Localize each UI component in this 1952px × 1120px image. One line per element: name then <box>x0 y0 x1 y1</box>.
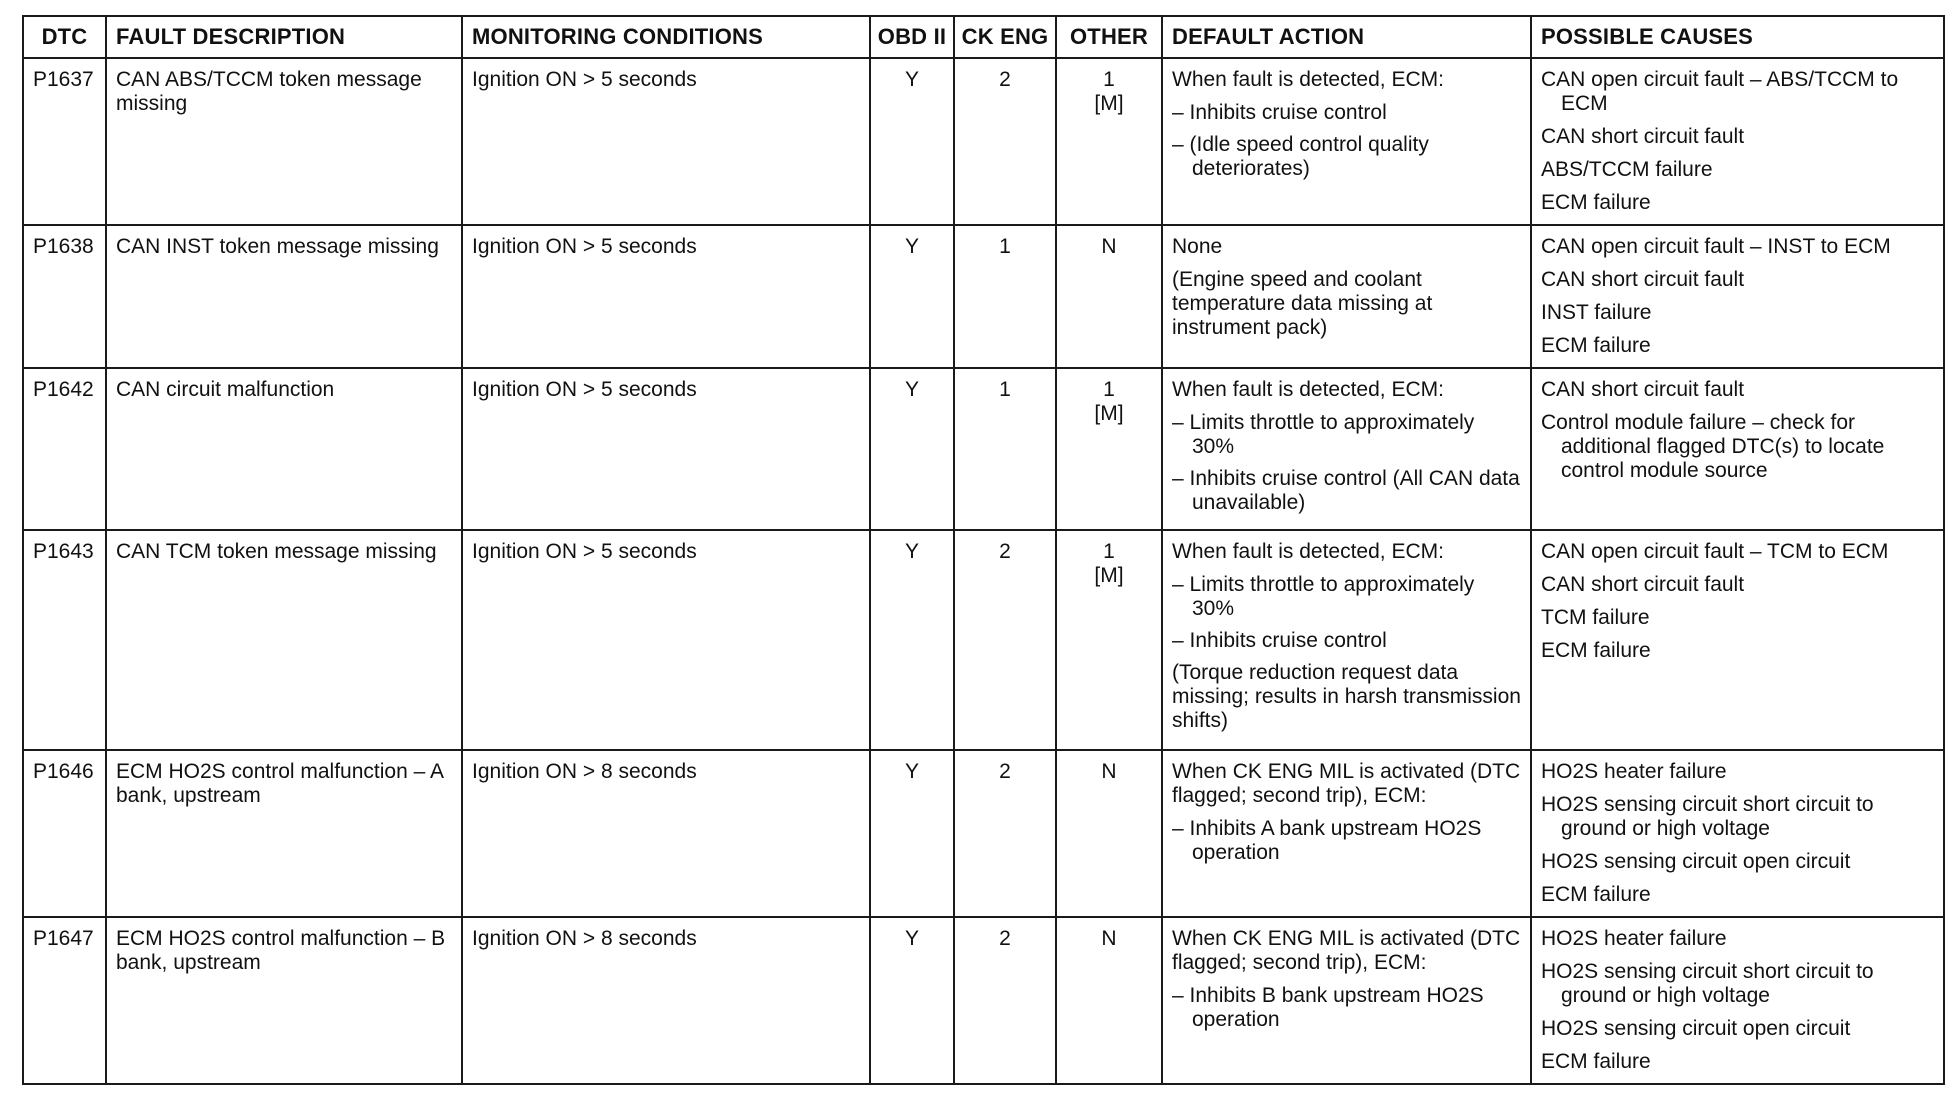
action-text: When CK ENG MIL is activated (DTC flagged; second trip), ECM: <box>1172 760 1521 807</box>
default-action <box>1162 530 1531 750</box>
header-fault-description: FAULT DESCRIPTION <box>106 16 462 58</box>
cause-item: HO2S heater failure <box>1541 927 1727 950</box>
default-action <box>1162 750 1531 917</box>
cause-item: Control module failure – check for additional flagged DTC(s) to locate control module source <box>1541 411 1885 482</box>
dtc-code: P1646 <box>23 750 106 917</box>
action-bullet: – Inhibits cruise control <box>1172 101 1387 124</box>
obd-ii-value: Y <box>870 530 954 750</box>
dtc-code: P1642 <box>23 368 106 530</box>
table-row <box>23 530 1944 750</box>
monitoring-conditions: Ignition ON > 5 seconds <box>462 368 870 530</box>
fault-description: ECM HO2S control malfunction – B bank, upstream <box>106 917 462 1084</box>
fault-description: CAN circuit malfunction <box>106 368 462 530</box>
monitoring-conditions: Ignition ON > 8 seconds <box>462 917 870 1084</box>
obd-ii-value: Y <box>870 368 954 530</box>
cause-item: HO2S sensing circuit short circuit to ground or high voltage <box>1541 793 1874 840</box>
action-bullet: – Inhibits cruise control (All CAN data unavailable) <box>1172 467 1520 514</box>
cause-item: CAN open circuit fault – INST to ECM <box>1541 235 1891 258</box>
fault-description: ECM HO2S control malfunction – A bank, upstream <box>106 750 462 917</box>
action-bullet: – Inhibits B bank upstream HO2S operation <box>1172 984 1484 1031</box>
obd-ii-value: Y <box>870 917 954 1084</box>
cause-item: ECM failure <box>1541 639 1651 662</box>
ck-eng-value: 2 <box>954 530 1056 750</box>
header-possible-causes: POSSIBLE CAUSES <box>1531 16 1944 58</box>
table-body <box>23 58 1944 1084</box>
other-line: 1 <box>1103 68 1115 91</box>
cause-item: CAN short circuit fault <box>1541 125 1745 148</box>
cause-item: CAN short circuit fault <box>1541 573 1745 596</box>
other-line: [M] <box>1094 402 1124 425</box>
other-value <box>1056 58 1162 225</box>
cause-item: HO2S sensing circuit open circuit <box>1541 850 1851 873</box>
header-ck-eng: CK ENG <box>954 16 1056 58</box>
other-line: 1 <box>1103 540 1115 563</box>
cause-item: ECM failure <box>1541 1050 1651 1073</box>
cause-item: INST failure <box>1541 301 1652 324</box>
table-row <box>23 750 1944 917</box>
other-value <box>1056 225 1162 368</box>
fault-description: CAN ABS/TCCM token message missing <box>106 58 462 225</box>
cause-item: ECM failure <box>1541 191 1651 214</box>
cause-item: ECM failure <box>1541 883 1651 906</box>
action-text: When fault is detected, ECM: <box>1172 540 1444 563</box>
action-text: When CK ENG MIL is activated (DTC flagged; second trip), ECM: <box>1172 927 1521 974</box>
table-row <box>23 58 1944 225</box>
cause-item: TCM failure <box>1541 606 1650 629</box>
dtc-table <box>22 15 1945 1085</box>
cause-item: CAN open circuit fault – TCM to ECM <box>1541 540 1889 563</box>
header-dtc: DTC <box>23 16 106 58</box>
cause-item: ECM failure <box>1541 334 1651 357</box>
possible-causes <box>1531 225 1944 368</box>
other-value <box>1056 530 1162 750</box>
other-line: N <box>1101 235 1117 258</box>
monitoring-conditions: Ignition ON > 8 seconds <box>462 750 870 917</box>
dtc-code: P1643 <box>23 530 106 750</box>
obd-ii-value: Y <box>870 58 954 225</box>
fault-description: CAN INST token message missing <box>106 225 462 368</box>
ck-eng-value: 2 <box>954 750 1056 917</box>
cause-item: HO2S heater failure <box>1541 760 1727 783</box>
ck-eng-value: 1 <box>954 368 1056 530</box>
header-other: OTHER <box>1056 16 1162 58</box>
cause-item: HO2S sensing circuit open circuit <box>1541 1017 1851 1040</box>
header-monitoring-conditions: MONITORING CONDITIONS <box>462 16 870 58</box>
default-action <box>1162 58 1531 225</box>
header-default-action: DEFAULT ACTION <box>1162 16 1531 58</box>
default-action <box>1162 225 1531 368</box>
monitoring-conditions: Ignition ON > 5 seconds <box>462 225 870 368</box>
table-row <box>23 917 1944 1084</box>
possible-causes <box>1531 750 1944 917</box>
other-line: [M] <box>1094 92 1124 115</box>
dtc-code: P1637 <box>23 58 106 225</box>
other-line: 1 <box>1103 378 1115 401</box>
header-row <box>23 16 1944 58</box>
other-line: [M] <box>1094 564 1124 587</box>
cause-item: CAN short circuit fault <box>1541 378 1745 401</box>
cause-item: ABS/TCCM failure <box>1541 158 1713 181</box>
obd-ii-value: Y <box>870 750 954 917</box>
possible-causes <box>1531 58 1944 225</box>
ck-eng-value: 2 <box>954 58 1056 225</box>
action-text: None <box>1172 235 1223 258</box>
dtc-code: P1638 <box>23 225 106 368</box>
action-text: When fault is detected, ECM: <box>1172 68 1444 91</box>
action-text: (Engine speed and coolant temperature data missing at instrument pack) <box>1172 268 1433 339</box>
possible-causes <box>1531 530 1944 750</box>
header-obd-ii: OBD II <box>870 16 954 58</box>
action-text: When fault is detected, ECM: <box>1172 378 1444 401</box>
table-row <box>23 225 1944 368</box>
cause-item: HO2S sensing circuit short circuit to ground or high voltage <box>1541 960 1874 1007</box>
obd-ii-value: Y <box>870 225 954 368</box>
monitoring-conditions: Ignition ON > 5 seconds <box>462 530 870 750</box>
other-value <box>1056 917 1162 1084</box>
possible-causes <box>1531 368 1944 530</box>
action-bullet: – Inhibits A bank upstream HO2S operation <box>1172 817 1482 864</box>
ck-eng-value: 1 <box>954 225 1056 368</box>
cause-item: CAN open circuit fault – ABS/TCCM to ECM <box>1541 68 1899 115</box>
action-bullet: – Inhibits cruise control <box>1172 629 1387 652</box>
action-text: (Torque reduction request data missing; results in harsh transmission shifts) <box>1172 661 1521 732</box>
action-bullet: – Limits throttle to approximately 30% <box>1172 573 1475 620</box>
action-bullet: – Limits throttle to approximately 30% <box>1172 411 1475 458</box>
cause-item: CAN short circuit fault <box>1541 268 1745 291</box>
other-line: N <box>1101 760 1117 783</box>
action-bullet: – (Idle speed control quality deteriorates) <box>1172 133 1429 180</box>
default-action <box>1162 917 1531 1084</box>
other-value <box>1056 368 1162 530</box>
dtc-code: P1647 <box>23 917 106 1084</box>
table-row <box>23 368 1944 530</box>
default-action <box>1162 368 1531 530</box>
possible-causes <box>1531 917 1944 1084</box>
monitoring-conditions: Ignition ON > 5 seconds <box>462 58 870 225</box>
ck-eng-value: 2 <box>954 917 1056 1084</box>
fault-description: CAN TCM token message missing <box>106 530 462 750</box>
other-value <box>1056 750 1162 917</box>
other-line: N <box>1101 927 1117 950</box>
